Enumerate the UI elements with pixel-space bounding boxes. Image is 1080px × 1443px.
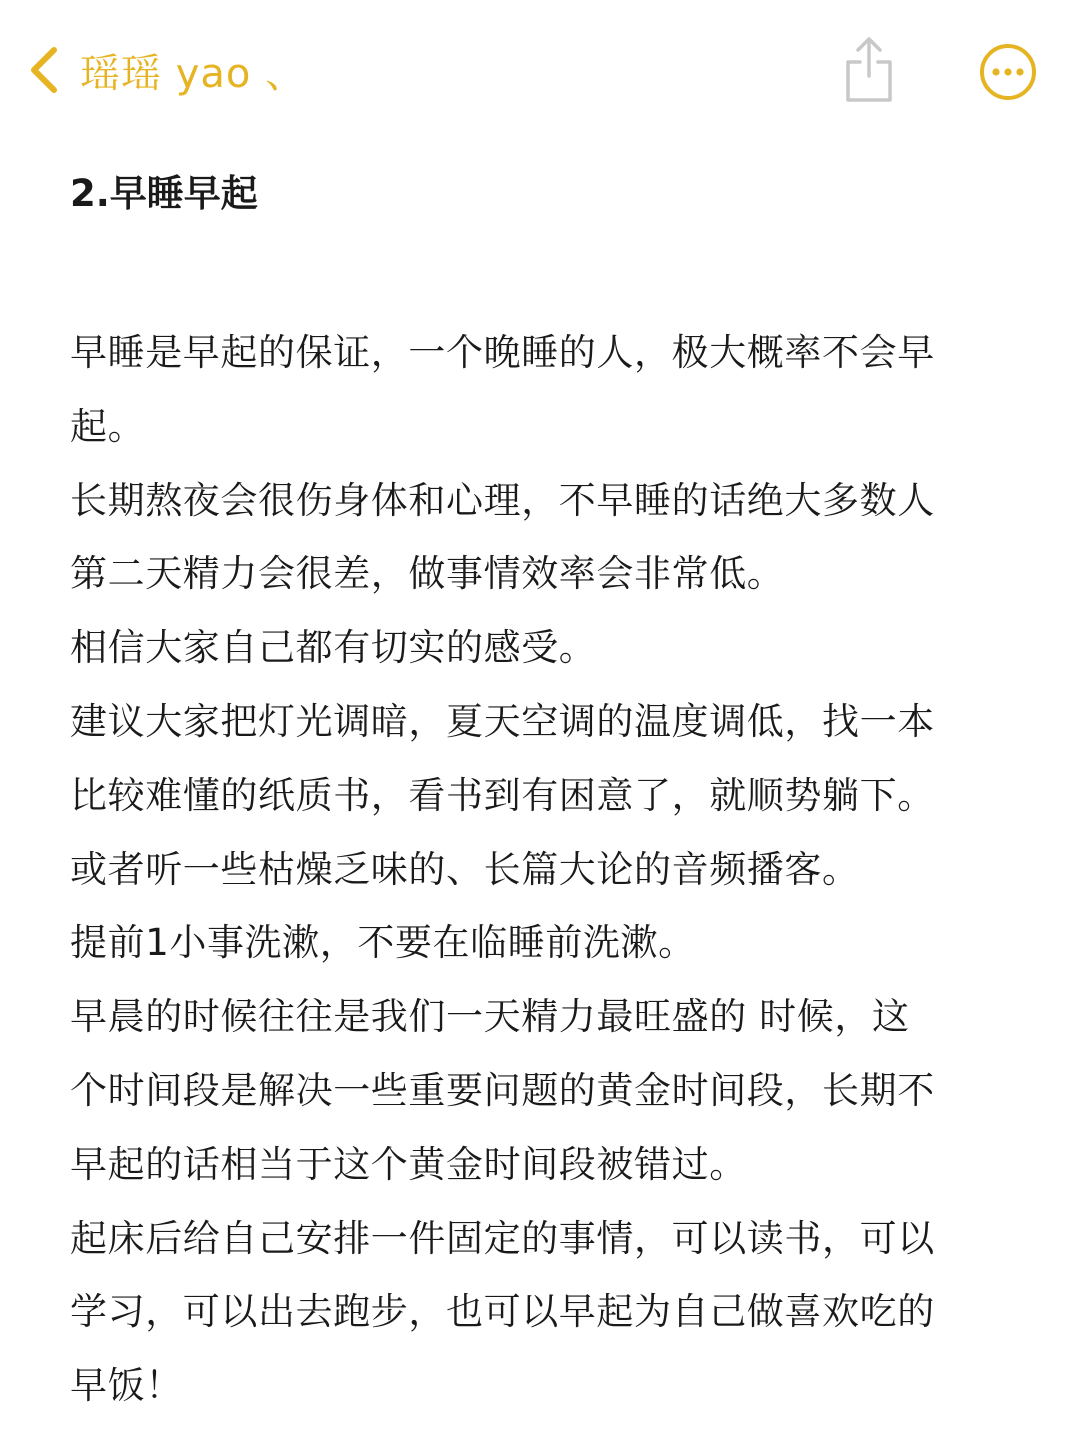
section-heading: 2.早睡早起 (70, 172, 258, 215)
article-content (70, 158, 1020, 1423)
article-line: 提前1小事洗漱，不要在临睡前洗漱。 (70, 921, 696, 965)
share-icon[interactable] (838, 34, 900, 106)
article-line: 建议大家把灯光调暗，夏天空调的温度调低，找一本 (70, 699, 935, 743)
article-line: 个时间段是解决一些重要问题的黄金时间段，长期不 (70, 1068, 935, 1112)
article-line: 长期熬夜会很伤身体和心理，不早睡的话绝大多数人 (70, 478, 935, 522)
article-line: 早睡是早起的保证，一个晚睡的人，极大概率不会早 (70, 331, 935, 374)
article-line: 早起的话相当于这个黄金时间段被错过。 (70, 1142, 747, 1186)
chevron-left-icon (22, 34, 66, 106)
article-line: 第二天精力会很差，做事情效率会非常低。 (70, 552, 785, 596)
article-line: 比较难懂的纸质书，看书到有困意了，就顺势躺下。 (70, 773, 935, 817)
article-line: 或者听一些枯燥乏味的、长篇大论的音频播客。 (70, 847, 860, 891)
article-line: 早饭！ (70, 1364, 183, 1408)
article-line: 相信大家自己都有切实的感受。 (70, 626, 597, 670)
article-line: 起。 (70, 404, 146, 448)
spacer (70, 230, 1020, 316)
author-name: 瑶瑶 yao 、 (80, 50, 307, 97)
article-line: 学习，可以出去跑步，也可以早起为自己做喜欢吃的 (70, 1290, 935, 1334)
more-options-icon[interactable] (978, 42, 1038, 102)
article-line: 早晨的时候往往是我们一天精力最旺盛的 时候，这 (70, 995, 910, 1039)
navigation-bar (0, 0, 1080, 140)
back-button[interactable] (22, 34, 306, 106)
article-line: 起床后给自己安排一件固定的事情，可以读书，可以 (70, 1216, 935, 1260)
